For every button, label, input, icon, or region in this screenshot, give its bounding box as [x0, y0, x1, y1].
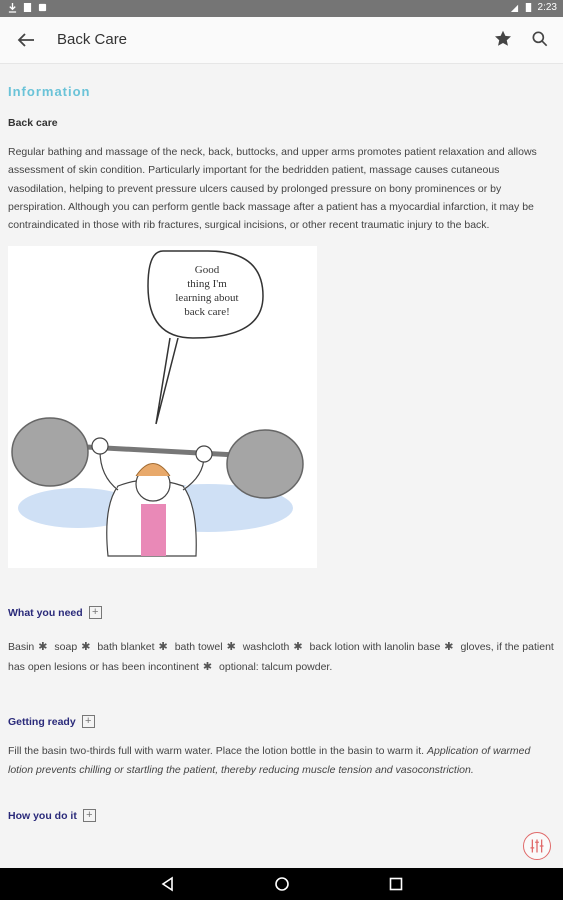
weightlifting-nurse-illustration [8, 246, 317, 568]
bullet-icon: ✱ [226, 641, 236, 654]
list-item: back lotion with lanolin base [309, 641, 441, 654]
battery-icon [524, 2, 533, 13]
list-item: optional: talcum powder. [219, 661, 333, 674]
arrow-left-icon[interactable] [14, 28, 38, 52]
bullet-icon: ✱ [38, 641, 48, 654]
list-item: bath towel [174, 641, 223, 654]
bullet-icon: ✱ [293, 641, 303, 654]
status-time: 2:23 [537, 2, 557, 13]
plus-box-icon[interactable]: + [83, 809, 96, 822]
speech-line-2: thing I'm [187, 278, 227, 291]
how-you-do-it-toggle[interactable] [8, 809, 555, 822]
status-bar [0, 0, 563, 17]
cartoon-illustration [8, 246, 317, 568]
speech-line-4: back care! [184, 306, 230, 319]
notification-icon [38, 2, 47, 13]
what-you-need-toggle[interactable] [8, 606, 555, 619]
getting-ready-toggle[interactable] [8, 715, 555, 728]
app-bar [0, 17, 563, 64]
what-you-need-label: What you need [8, 606, 83, 619]
nav-back-icon[interactable] [160, 876, 176, 892]
speech-line-1: Good [194, 264, 220, 277]
star-icon[interactable] [492, 28, 514, 50]
bullet-icon: ✱ [202, 661, 213, 674]
bullet-icon: ✱ [81, 641, 91, 654]
list-item: soap [54, 641, 78, 654]
section-header: Information [8, 84, 91, 99]
subtitle: Back care [8, 117, 58, 129]
document-icon [23, 2, 32, 13]
nav-recents-icon[interactable] [388, 876, 404, 892]
supply-list [8, 637, 555, 677]
page-title: Back Care [57, 31, 128, 48]
nav-home-icon[interactable] [274, 876, 290, 892]
download-icon [8, 2, 17, 13]
content-scroll[interactable] [0, 64, 563, 868]
bullet-icon: ✱ [158, 641, 168, 654]
plus-box-icon[interactable]: + [89, 606, 102, 619]
getting-ready-plain: Fill the basin two-thirds full with warm water. Place the lotion bottle in the basin to warm it. [8, 745, 425, 758]
how-you-do-it-label: How you do it [8, 809, 77, 822]
speech-line-3: learning about [175, 292, 239, 305]
search-icon[interactable] [530, 29, 550, 49]
list-item: bath blanket [97, 641, 155, 654]
signal-icon [510, 2, 519, 13]
list-item: washcloth [242, 641, 290, 654]
plus-box-icon[interactable]: + [82, 715, 95, 728]
list-item: gloves, if the patient has open lesions or has been incontinent [8, 641, 554, 674]
bullet-icon: ✱ [444, 641, 454, 654]
getting-ready-rationale: Application of warmed lotion prevents chilling or startling the patient, thereby reducing muscle tension and vasoconstriction. [8, 745, 531, 776]
list-item: Basin [8, 641, 35, 654]
getting-ready-label: Getting ready [8, 715, 76, 728]
getting-ready-text [8, 742, 555, 779]
intro-paragraph: Regular bathing and massage of the neck, back, buttocks, and upper arms promotes patient relaxation and allows assessment of skin condition. Particularly important for the bedridden patient, massage causes cutaneous vasodilation, helping to prevent pressure ulcers caused by prolonged pressure on bony prominences or by perspiration. Although you can perform gentle back massage after a patient has a myocardial infarction, it may be contraindicated in those with rib fractures, surgical incisions, or other recent traumatic injury to the back. [8, 146, 537, 232]
system-navigation-bar [0, 868, 563, 900]
settings-sliders-icon[interactable] [523, 832, 551, 860]
